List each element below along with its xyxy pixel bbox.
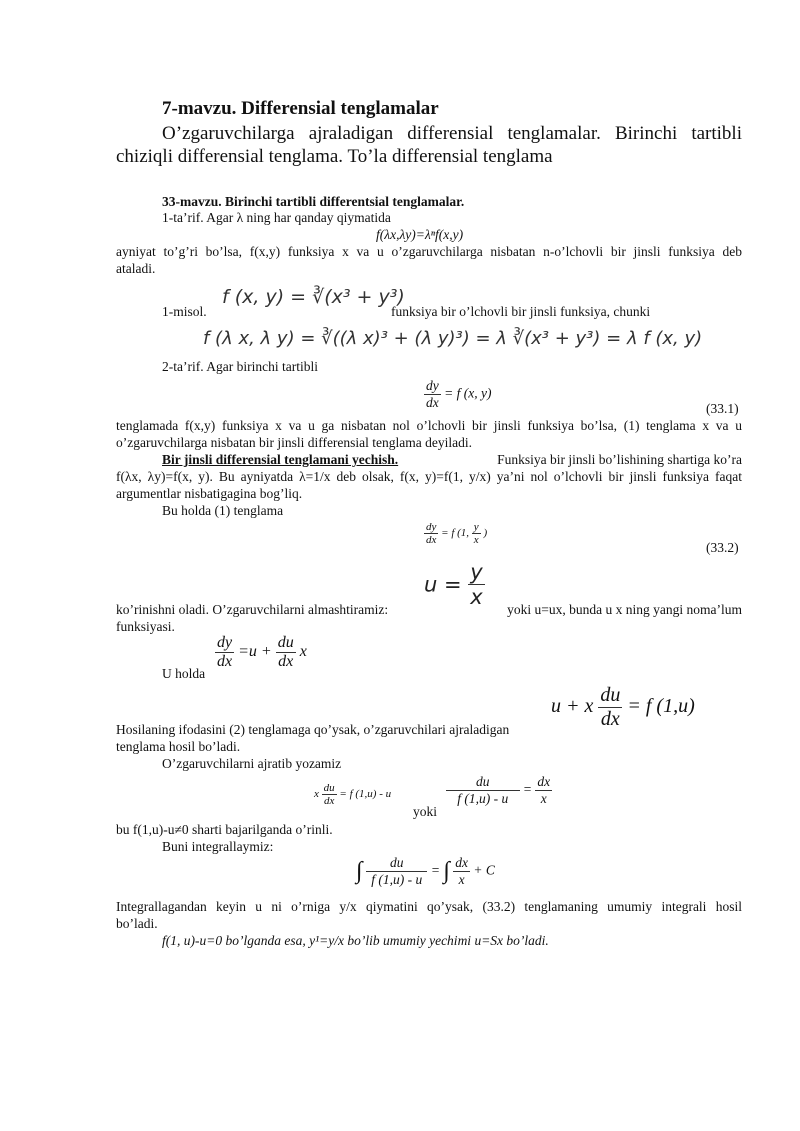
condition-text: bu f(1,u)-u≠0 sharti bajarilganda o’rinli. [116, 822, 333, 837]
integral-equation [356, 855, 495, 888]
separated-right-denominator-2: x [540, 791, 547, 806]
separable-equation-numerator: du [600, 684, 621, 706]
result-line-1: Integrallagandan keyin u ni o’rniga y/x qiymatini qo’ysak, (33.2) tenglamaning umumiy integrali hosil [116, 899, 742, 914]
separated-form-left [314, 782, 391, 807]
separated-right-equals: = [522, 781, 532, 797]
definition-2-intro: 2-ta’rif. Agar birinchi tartibli [162, 359, 318, 374]
u-holda-numerator-2: du [277, 634, 294, 651]
separable-equation-fraction [598, 684, 622, 731]
integral-numerator-1: du [366, 855, 428, 872]
integral-sign-1: ∫ [356, 858, 363, 884]
integral-constant: + C [473, 862, 495, 878]
solve-line-2: f(λx, λy)=f(x, y). Bu ayniyatda λ=1/x deb olsak, f(x, y)=f(1, y/x) ya’ni nol o’lchovli bir jinsli funksiya faqat [116, 469, 742, 484]
equation-33-1-numerator: dy [426, 378, 439, 393]
ajratib-text: O’zgaruvchilarni ajratib yozamiz [162, 756, 342, 771]
equation-33-2-y: y [473, 521, 479, 533]
separated-left-x: x [314, 788, 319, 801]
integral-fraction-1 [366, 855, 428, 888]
integral-equals: = [430, 862, 440, 878]
equation-33-1 [424, 378, 491, 411]
yoki-text: yoki [413, 804, 438, 819]
example-1-chain: f (λ x, λ y) = ∛((λ x)³ + (λ y)³) = λ ∛(x³ + y³) = λ f (x, y) [203, 328, 703, 349]
integrate-text: Buni integrallaymiz: [162, 839, 274, 854]
equation-33-2-ratio [472, 521, 481, 546]
solve-line-1 [162, 452, 742, 468]
section-title: 33-mavzu. Birinchi tartibli differentsial tenglamalar. [162, 194, 465, 209]
u-holda-denominator-1: dx [217, 653, 233, 670]
equation-33-2-rhs: = f (1, [441, 527, 470, 540]
u-holda-formula [215, 634, 307, 671]
substitution-line-left: ko’rinishni oladi. O’zgaruvchilarni almashtiramiz: [116, 602, 389, 617]
u-holda-middle: =u + [238, 643, 272, 661]
integral-denominator-1: f (1,u) - u [371, 872, 423, 887]
substitution-formula [424, 560, 485, 609]
definition-2-line-3: o’zgaruvchilarga nisbatan bir jinsli differensial tenglama deyiladi. [116, 435, 473, 450]
separated-right-numerator-1: du [446, 774, 520, 791]
separated-left-denominator: dx [323, 795, 335, 807]
separated-left-rhs: = f (1,u) - u [339, 788, 392, 801]
solve-line-1-rest: Funksiya bir jinsli bo’lishining shartiga ko’ra [497, 452, 742, 467]
equation-33-1-number: (33.1) [706, 401, 739, 416]
page-title: 7-mavzu. Differensial tenglamalar [162, 98, 439, 119]
equation-33-1-rhs: = f (x, y) [444, 385, 492, 401]
separable-equation-right: = f (1,u) [627, 695, 695, 718]
separated-right-numerator-2: dx [537, 774, 551, 789]
equation-33-2-lhs [424, 521, 438, 546]
integral-sign-2: ∫ [443, 858, 450, 884]
substitution-u: u = [424, 572, 462, 597]
solve-heading: Bir jinsli differensial tenglamani yechish. [162, 452, 399, 467]
separated-right-fraction-2 [535, 774, 552, 807]
last-line: f(1, u)-u=0 bo’lganda esa, y¹=y/x bo’lib umumiy yechimi u=Sx bo’ladi. [162, 933, 549, 948]
separated-left-fraction [322, 782, 337, 807]
equation-33-2-denominator: dx [426, 534, 437, 546]
definition-2-line-2: tenglamada f(x,y) funksiya x va u ga nisbatan nol o’lchovli bir jinsli funksiya bo’lsa, (1) tenglama x va u [116, 418, 742, 433]
u-holda-fraction-2 [276, 634, 296, 671]
definition-1-intro: 1-ta’rif. Agar λ ning har qanday qiymatida [162, 210, 391, 225]
separated-right-denominator-1: f (1,u) - u [457, 791, 509, 806]
substitution-line-right: yoki u=ux, bunda u x ning yangi noma’lum [507, 602, 742, 617]
definition-1-line-2: ayniyat to’g’ri bo’lsa, f(x,y) funksiya x va u o’zgaruvchilarga nisbatan n-o’lchovli bir jinsli funksiya deb [116, 244, 742, 259]
result-line-2: bo’ladi. [116, 916, 158, 931]
bu-holda-text: Bu holda (1) tenglama [162, 503, 284, 518]
solve-line-3: argumentlar nisbatigagina bog’liq. [116, 486, 303, 501]
separable-equation-left: u + x [551, 695, 594, 718]
equation-33-1-fraction [424, 378, 441, 411]
separable-equation [551, 684, 695, 731]
substitution-denominator: x [470, 585, 483, 609]
integral-fraction-2 [453, 855, 470, 888]
definition-1-formula: f(λx,λy)=λⁿf(x,y) [376, 227, 464, 242]
u-holda-numerator-1: dy [217, 634, 233, 651]
separated-right-fraction-1 [446, 774, 520, 807]
equation-33-2-close: ) [483, 527, 488, 540]
example-1-formula: f (x, y) = ∛(x³ + y³) [222, 286, 405, 308]
equation-33-2-x: x [473, 534, 479, 546]
hosila-line-1: Hosilaning ifodasini (2) tenglamaga qo’ysak, o’zgaruvchilari ajraladigan [116, 722, 510, 737]
example-1-text: funksiya bir o’lchovli bir jinsli funksiya, chunki [391, 304, 651, 319]
separable-equation-denominator: dx [600, 708, 620, 730]
subtitle-line-1: O’zgaruvchilarga ajraladigan differensial tenglamalar. Birinchi tartibli [162, 123, 742, 144]
equation-33-2-numerator: dy [426, 521, 437, 533]
integral-numerator-2: dx [455, 855, 469, 870]
u-holda-denominator-2: dx [278, 653, 294, 670]
subtitle-line-2: chiziqli differensial tenglama. To’la differensial tenglama [116, 146, 553, 167]
equation-33-1-denominator: dx [426, 395, 439, 410]
hosila-line-2: tenglama hosil bo’ladi. [116, 739, 241, 754]
substitution-line-2: funksiyasi. [116, 619, 175, 634]
substitution-numerator: y [470, 560, 483, 584]
u-holda-tail: x [299, 643, 307, 661]
u-holda-fraction-1 [215, 634, 234, 671]
u-holda-label: U holda [162, 666, 206, 681]
definition-1-line-3: ataladi. [116, 261, 156, 276]
separated-left-numerator: du [323, 782, 335, 794]
equation-33-2 [424, 521, 487, 546]
equation-33-2-number: (33.2) [706, 540, 739, 555]
example-1-label: 1-misol. [162, 304, 207, 319]
integral-denominator-2: x [458, 872, 465, 887]
separated-form-right [446, 774, 552, 807]
